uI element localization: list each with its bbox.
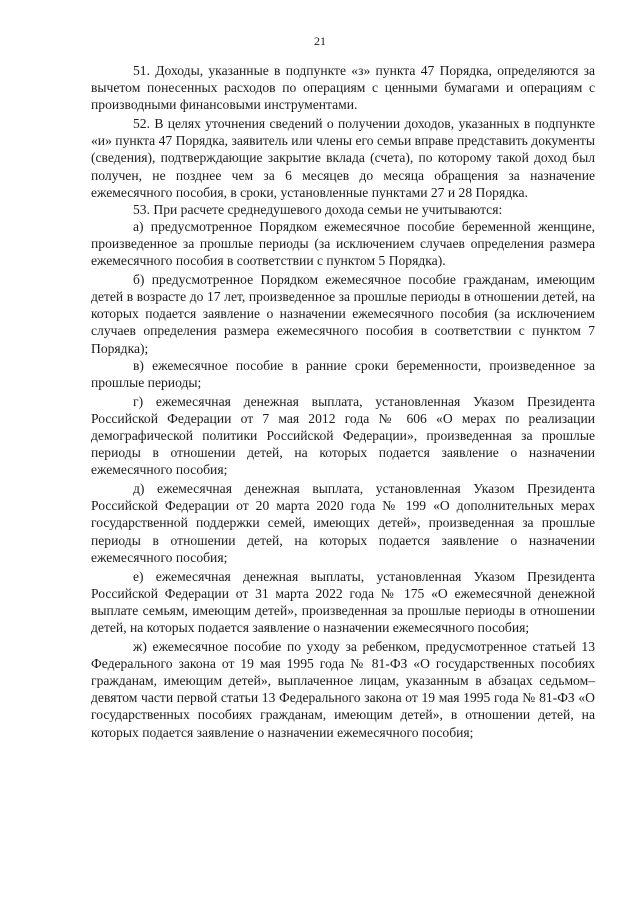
- document-body: [91, 62, 595, 741]
- page-number: 21: [314, 34, 326, 48]
- item-zh: ж) ежемесячное пособие по уходу за ребенком, предусмотренное статьей 13 Федерального закона от 19 мая 1995 года № 81-ФЗ «О государственных пособиях гражданам, имеющим детей», выплаченное лицам, указанным в абзацах седьмом–девятом части первой статьи 13 Федерального закона от 19 мая 1995 года № 81-ФЗ «О государственных пособиях гражданам, имеющим детей», в отношении детей, на которых подается заявление о назначении ежемесячного пособия;: [91, 639, 595, 740]
- item-d: д) ежемесячная денежная выплата, установленная Указом Президента Российской Федерации от 20 марта 2020 года № 199 «О дополнительных мерах государственной поддержки семей, имеющих детей», произведенная за прошлые периоды в отношении детей, на которых подается заявление о назначении ежемесячного пособия;: [91, 481, 595, 565]
- paragraph-51: 51. Доходы, указанные в подпункте «з» пункта 47 Порядка, определяются за вычетом понесенных расходов по операциям с ценными бумагами и операциям с производными финансовыми инструментами.: [91, 63, 595, 113]
- item-e: е) ежемесячная денежная выплаты, установленная Указом Президента Российской Федерации от 31 марта 2022 года № 175 «О ежемесячной денежной выплате семьям, имеющим детей», произведенная за прошлые периоды в отношении детей, на которых подается заявление о назначении ежемесячного пособия;: [91, 568, 595, 635]
- paragraph-52: 52. В целях уточнения сведений о получении доходов, указанных в подпункте «и» пункта 47 Порядка, заявитель или члены его семьи вправе представить документы (сведения), подтверждающие закрытие вклада (счета), по которому такой доход был получен, не позднее чем за 6 месяцев до месяца обращения за назначение ежемесячного пособия, в сроки, установленные пунктами 27 и 28 Порядка.: [91, 116, 595, 200]
- item-g: г) ежемесячная денежная выплата, установленная Указом Президента Российской Федерации от 7 мая 2012 года № 606 «О мерах по реализации демографической политики Российской Федерации», произведенная за прошлые периоды в отношении детей, на которых подается заявление о назначении ежемесячного пособия;: [91, 393, 595, 478]
- paragraph-53: 53. При расчете среднедушевого дохода семьи не учитываются:: [133, 201, 503, 217]
- item-a: а) предусмотренное Порядком ежемесячное пособие беременной женщине, произведенное за прошлые периоды (за исключением случаев определения размера ежемесячного пособия в соответствии с пунктом 5 Порядка).: [91, 218, 595, 269]
- item-v: в) ежемесячное пособие в ранние сроки беременности, произведенное за прошлые периоды;: [91, 357, 595, 390]
- item-b: б) предусмотренное Порядком ежемесячное пособие гражданам, имеющим детей в возрасте до 17 лет, произведенное за прошлые периоды в отношении детей, на которых подается заявление о назначении ежемесячного пособия (за исключением случаев определения размера ежемесячного пособия в соответствии с пунктом 7 Порядка);: [91, 272, 595, 356]
